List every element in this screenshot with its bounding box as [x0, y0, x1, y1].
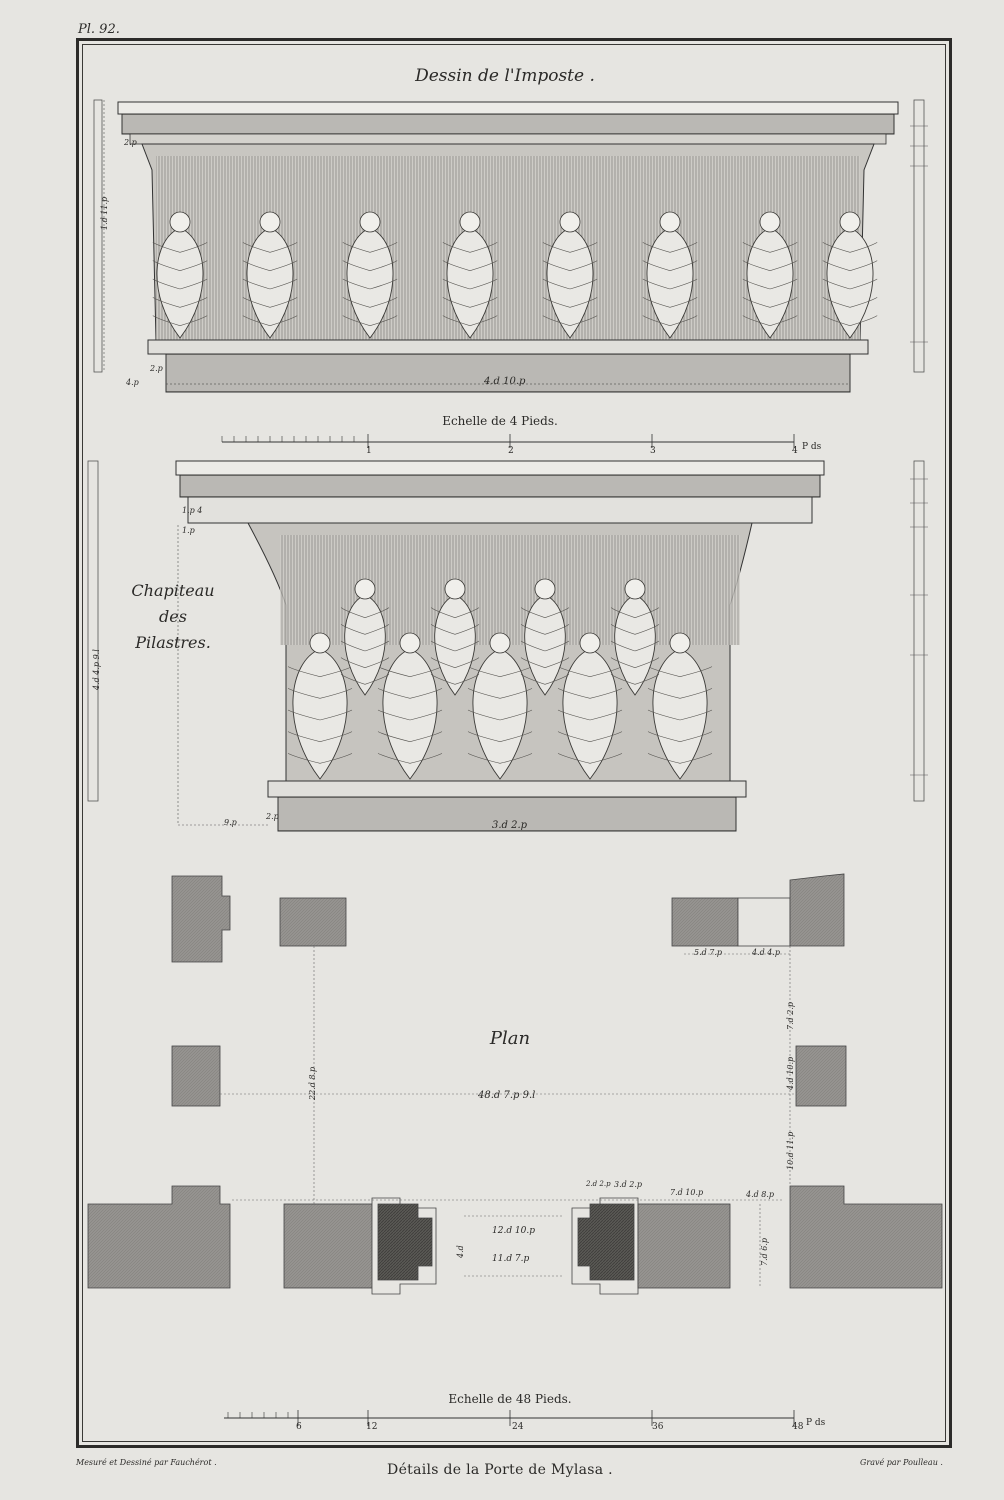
chapiteau-label-line2: des [159, 607, 187, 626]
footer-title: Détails de la Porte de Mylasa . [387, 1462, 613, 1478]
imposte-cornice-fillet [130, 134, 886, 144]
footer-left-credit: Mesuré et Dessiné par Fauchérot . [76, 1458, 217, 1467]
chapiteau-base-label: 9.p [224, 818, 237, 827]
imposte-title: Dessin de l'Imposte . [415, 66, 595, 86]
imposte-right-scale [910, 100, 928, 372]
chapiteau-label-line1: Chapiteau [131, 581, 215, 600]
scale-4-tick-2: 2 [508, 446, 514, 456]
plan-width-label: 48.d 7.p 9.l [478, 1090, 536, 1101]
imposte-cornice-band [122, 114, 894, 134]
plan-right-dim-1: 5.d 7.p [694, 948, 723, 957]
chapiteau-abacus-fillet [188, 497, 812, 523]
footer-right-credit: Gravé par Poulleau . [860, 1458, 943, 1467]
plan-wall-dim-1: 7.d 10.p [670, 1188, 704, 1197]
chapiteau-label-line3: Pilastres. [135, 633, 211, 652]
chapiteau-label [118, 578, 228, 656]
scale-4-unit: P ds [802, 442, 822, 452]
plate-number: Pl. 92. [78, 22, 120, 37]
plan-wall-dim-2: 4.d 8.p [746, 1190, 775, 1199]
plan-pier-top-left [172, 876, 230, 962]
imposte-width-label: 4.d 10.p [484, 376, 526, 387]
scale-4-tick-1: 1 [366, 446, 372, 456]
plan-door-width-2: 11.d 7.p [492, 1254, 530, 1264]
plan-pier-middle-right [796, 1046, 846, 1106]
chapiteau-height-label: 4.d 4.p 9.l [92, 649, 101, 690]
plan-door-depth: 4.d [456, 1245, 465, 1258]
scale-48-tick-48: 48 [792, 1422, 804, 1432]
imposte-drawing [80, 90, 940, 410]
scale-48-tick-36: 36 [652, 1422, 664, 1432]
chapiteau-base2-label: 2.p [266, 812, 279, 821]
imposte-projection-label: 4.p [126, 378, 139, 387]
chapiteau-abacus-top [176, 461, 824, 475]
plan-right-dim-4: 4.d 10.p [786, 1056, 795, 1090]
plan-wall-bottom-left [88, 1186, 230, 1288]
plan-pier-top-center-left [280, 898, 346, 946]
plan-wall-bottom-right [790, 1186, 942, 1288]
scale-48-tick-24: 24 [512, 1422, 524, 1432]
scale-48-title: Echelle de 48 Pieds. [448, 1392, 572, 1406]
plan-jamb-dim-1: 2.d 2.p [586, 1180, 611, 1188]
chapiteau-right-scale [910, 461, 928, 801]
plan-right-dim-5: 10.d 11.p [786, 1131, 795, 1170]
scale-4-tick-4: 4 [792, 446, 798, 456]
plan-wall-dim-3: 7.d 6.p [760, 1237, 769, 1266]
scale-4-title: Echelle de 4 Pieds. [442, 414, 558, 428]
chapiteau-abacus-band [180, 475, 820, 497]
chapiteau-mid-label: 1.p [182, 526, 195, 535]
plan-door-width-1: 12.d 10.p [492, 1226, 536, 1236]
imposte-height-label: 1.d 11.p [100, 196, 109, 230]
plan-jamb-dim-2: 3.d 2.p [614, 1180, 643, 1189]
scale-48-tick-6: 6 [296, 1422, 302, 1432]
scale-48-unit: P ds [806, 1418, 826, 1428]
plan-pier-middle-left [172, 1046, 220, 1106]
plan-wall-bottom-center-left [284, 1204, 374, 1288]
imposte-base-plinth [148, 340, 868, 354]
imposte-cornice-top [118, 102, 898, 114]
plan-right-dim-2: 4.d 4.p [752, 948, 781, 957]
plan-opening-top-right [738, 898, 790, 946]
chapiteau-astragal [268, 781, 746, 797]
chapiteau-width-label: 3.d 2.p [492, 820, 528, 831]
chapiteau-top-label: 1.p 4 [182, 506, 203, 515]
scale-4-tick-3: 3 [650, 446, 656, 456]
plan-drawing [84, 866, 944, 1306]
plan-wall-bottom-center-right [638, 1204, 730, 1288]
imposte-bottom-label: 2.p [150, 364, 163, 373]
plan-title: Plan [489, 1028, 531, 1049]
scale-48-tick-12: 12 [366, 1422, 378, 1432]
plan-pier-top-center-right [672, 898, 738, 946]
plan-left-height-label: 22.d 8.p [308, 1066, 317, 1100]
imposte-left-dimension-bar [94, 100, 104, 372]
plan-right-dim-3: 7.d 2.p [786, 1001, 795, 1030]
imposte-top-label: 2.p [124, 138, 137, 147]
plan-pier-top-right [790, 874, 844, 946]
